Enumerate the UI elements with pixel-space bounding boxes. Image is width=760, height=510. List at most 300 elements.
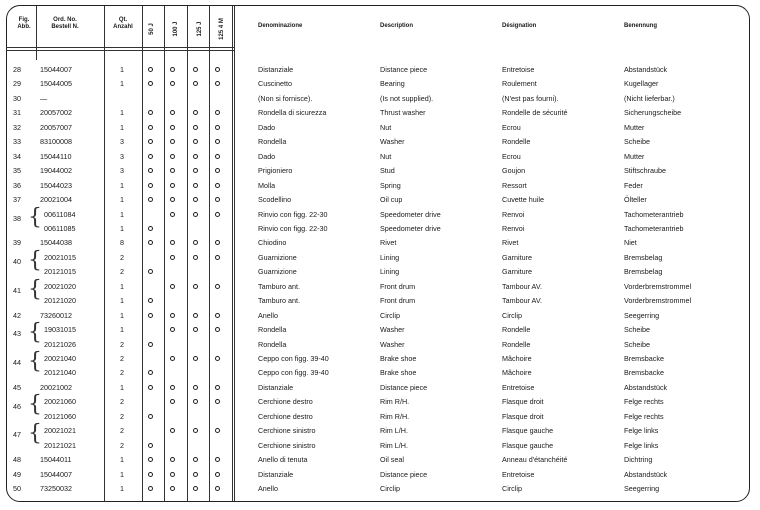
part-designation: Flasque gauche (502, 440, 554, 450)
part-benennung: Vorderbremstrommel (624, 296, 692, 306)
fig-number: 48 (13, 455, 21, 465)
model-applicability-mark (148, 342, 153, 347)
order-number: 20121060 (44, 411, 76, 421)
model-applicability-mark (148, 154, 153, 159)
part-benennung: Bremsbacke (624, 368, 664, 378)
part-description: Circlip (380, 484, 400, 494)
order-number: 83100008 (40, 137, 72, 147)
part-denominazione: Anello (258, 310, 278, 320)
order-number: 19044002 (40, 166, 72, 176)
part-description: Rim L/H. (380, 426, 408, 436)
part-benennung: Felge links (624, 440, 659, 450)
model-applicability-mark (148, 168, 153, 173)
part-benennung: Tachometerantrieb (624, 223, 684, 233)
part-denominazione: Distanziale (258, 65, 294, 74)
model-applicability-mark (148, 486, 153, 491)
part-benennung: (Nicht lieferbar.) (624, 93, 675, 103)
model-applicability-mark (215, 457, 220, 462)
header-denominazione: Denominazione (258, 23, 303, 29)
part-designation: Tambour AV. (502, 281, 542, 291)
quantity: 2 (120, 426, 124, 436)
order-number: 20021060 (44, 397, 76, 407)
model-applicability-mark (148, 226, 153, 231)
part-description: Front drum (380, 296, 416, 306)
model-applicability-mark (170, 212, 175, 217)
part-benennung: Feder (624, 180, 643, 190)
order-number: 20021020 (44, 281, 76, 291)
order-number: 20121026 (44, 339, 76, 349)
part-description: Washer (380, 339, 405, 349)
header-qt-line2: Anzahl (113, 24, 133, 30)
quantity: 1 (120, 455, 124, 465)
part-denominazione: Guarnizione (258, 267, 297, 277)
fig-number: 42 (13, 310, 21, 320)
model-applicability-mark (215, 81, 220, 86)
model-applicability-mark (193, 399, 198, 404)
model-applicability-mark (193, 385, 198, 390)
quantity: 1 (120, 281, 124, 291)
header-designation: Désignation (502, 23, 537, 29)
model-applicability-mark (148, 298, 153, 303)
part-description: Rim R/H. (380, 411, 410, 421)
fig-number: 46 (13, 401, 21, 411)
model-applicability-mark (215, 255, 220, 260)
part-designation: Ecrou (502, 122, 521, 132)
fig-number: 35 (13, 166, 21, 176)
header-model-100j: 100 J (173, 21, 179, 37)
order-number: 20021015 (44, 252, 76, 262)
part-benennung: Mutter (624, 151, 645, 161)
model-applicability-mark (215, 399, 220, 404)
part-denominazione: Rinvio con figg. 22-30 (258, 209, 328, 219)
group-brace: { (28, 320, 42, 346)
fig-number: 37 (13, 195, 21, 205)
part-denominazione: Cerchione sinistro (258, 426, 316, 436)
model-applicability-mark (170, 385, 175, 390)
model-applicability-mark (193, 255, 198, 260)
part-description: Washer (380, 325, 405, 335)
quantity: 3 (120, 151, 124, 161)
part-benennung: Felge links (624, 426, 659, 436)
quantity: 3 (120, 137, 124, 147)
model-applicability-mark (170, 139, 175, 144)
fig-number: 29 (13, 79, 21, 89)
model-applicability-mark (215, 327, 220, 332)
part-denominazione: Cerchione destro (258, 397, 313, 407)
header-ord-line2: Bestell N. (51, 24, 79, 30)
part-designation: Mâchoire (502, 368, 532, 378)
header-benennung: Benennung (624, 23, 657, 29)
header-ord-line1: Ord. No. (53, 17, 77, 23)
model-applicability-mark (148, 457, 153, 462)
part-benennung: Tachometerantrieb (624, 209, 684, 219)
model-applicability-mark (170, 399, 175, 404)
quantity: 2 (120, 267, 124, 277)
part-denominazione: Cuscinetto (258, 79, 292, 89)
part-description: Bearing (380, 79, 405, 89)
order-number: 15044023 (40, 180, 72, 190)
quantity: 1 (120, 209, 124, 219)
part-description: Speedometer drive (380, 223, 441, 233)
group-brace: { (28, 392, 42, 418)
model-applicability-mark (148, 67, 153, 72)
quantity: 2 (120, 397, 124, 407)
group-brace: { (28, 276, 42, 302)
model-applicability-mark (193, 327, 198, 332)
part-benennung: Vorderbremstrommel (624, 281, 692, 291)
part-description: Lining (380, 252, 400, 262)
quantity: 1 (120, 79, 124, 89)
header-fig-line1: Fig. (18, 17, 30, 23)
part-denominazione: Distanziale (258, 382, 294, 392)
model-applicability-mark (148, 269, 153, 274)
order-number: 20121040 (44, 368, 76, 378)
quantity: 1 (120, 65, 124, 74)
part-description: Distance piece (380, 382, 428, 392)
part-denominazione: Ceppo con figg. 39-40 (258, 354, 329, 363)
model-applicability-mark (215, 212, 220, 217)
model-applicability-mark (215, 197, 220, 202)
order-number: 15044007 (40, 65, 72, 74)
order-number: — (40, 93, 48, 103)
order-number: 20057007 (40, 122, 72, 132)
part-description: Front drum (380, 281, 416, 291)
quantity: 1 (120, 382, 124, 392)
part-designation: Rondelle (502, 325, 531, 335)
order-number: 19031015 (44, 325, 76, 335)
header-qt-line1: Qt. (118, 17, 128, 23)
quantity: 1 (120, 223, 124, 233)
model-applicability-mark (193, 284, 198, 289)
model-applicability-mark (193, 212, 198, 217)
model-applicability-mark (148, 472, 153, 477)
part-denominazione: Dado (258, 151, 276, 161)
fig-number: 44 (13, 358, 21, 368)
part-denominazione: Guarnizione (258, 252, 297, 262)
part-designation: Rondelle de sécurité (502, 108, 568, 118)
part-designation: Circlip (502, 484, 522, 494)
quantity: 1 (120, 469, 124, 479)
quantity: 1 (120, 325, 124, 335)
part-benennung: Abstandstück (624, 382, 668, 392)
part-description: Rim L/H. (380, 440, 408, 450)
part-description: Brake shoe (380, 368, 417, 378)
header-model-50j: 50 J (149, 23, 155, 35)
part-denominazione: (Non si fornisce). (258, 93, 313, 103)
part-denominazione: Chiodino (258, 238, 287, 248)
fig-number: 36 (13, 180, 21, 190)
quantity: 2 (120, 368, 124, 378)
part-benennung: Scheibe (624, 137, 650, 147)
part-benennung: Felge rechts (624, 397, 664, 407)
model-applicability-mark (193, 356, 198, 361)
model-applicability-mark (170, 428, 175, 433)
fig-number: 30 (13, 93, 21, 103)
model-applicability-mark (193, 183, 198, 188)
model-applicability-mark (170, 168, 175, 173)
part-benennung: Bremsbelag (624, 267, 663, 277)
fig-number: 39 (13, 238, 21, 248)
model-applicability-mark (148, 240, 153, 245)
model-applicability-mark (170, 125, 175, 130)
model-applicability-mark (170, 67, 175, 72)
part-denominazione: Scodellino (258, 195, 292, 205)
fig-number: 40 (13, 257, 21, 267)
model-applicability-mark (170, 327, 175, 332)
model-applicability-mark (148, 81, 153, 86)
part-designation: Roulement (502, 79, 537, 89)
fig-number: 34 (13, 151, 21, 161)
order-number: 15044005 (40, 79, 72, 89)
model-applicability-mark (170, 154, 175, 159)
part-designation: Entretoise (502, 382, 535, 392)
group-brace: { (28, 247, 42, 273)
fig-number: 50 (13, 484, 21, 494)
part-designation: Cuvette huile (502, 195, 544, 205)
quantity: 1 (120, 484, 124, 494)
part-benennung: Kugellager (624, 79, 659, 89)
model-applicability-mark (170, 81, 175, 86)
part-denominazione: Distanziale (258, 469, 294, 479)
part-description: Rivet (380, 238, 397, 248)
part-benennung: Bremsbacke (624, 354, 664, 363)
part-description: (Is not supplied). (380, 93, 434, 103)
model-applicability-mark (148, 110, 153, 115)
part-benennung: Ölteller (624, 195, 647, 205)
part-denominazione: Anello di tenuta (258, 455, 308, 465)
header-description: Description (380, 23, 414, 29)
part-description: Oil seal (380, 455, 404, 465)
part-benennung: Scheibe (624, 339, 650, 349)
model-applicability-mark (215, 240, 220, 245)
part-designation: Garniture (502, 267, 532, 277)
part-designation: Anneau d'étanchéité (502, 455, 568, 465)
part-benennung: Sicherungscheibe (624, 108, 682, 118)
model-applicability-mark (170, 356, 175, 361)
part-benennung: Mutter (624, 122, 645, 132)
quantity: 2 (120, 354, 124, 363)
model-applicability-mark (148, 370, 153, 375)
part-designation: Renvoi (502, 209, 525, 219)
model-applicability-mark (148, 125, 153, 130)
order-number: 73260012 (40, 310, 72, 320)
part-description: Nut (380, 151, 392, 161)
part-description: Brake shoe (380, 354, 417, 363)
model-applicability-mark (170, 240, 175, 245)
model-applicability-mark (193, 457, 198, 462)
part-description: Oil cup (380, 195, 403, 205)
order-number: 00611085 (44, 223, 76, 233)
order-number: 20121015 (44, 267, 76, 277)
quantity: 1 (120, 310, 124, 320)
part-benennung: Felge rechts (624, 411, 664, 421)
part-designation: Goujon (502, 166, 526, 176)
model-applicability-mark (193, 428, 198, 433)
order-number: 20021021 (44, 426, 76, 436)
quantity: 2 (120, 252, 124, 262)
part-designation: Garniture (502, 252, 532, 262)
model-applicability-mark (193, 472, 198, 477)
model-applicability-mark (148, 183, 153, 188)
quantity: 2 (120, 411, 124, 421)
part-description: Distance piece (380, 469, 428, 479)
part-designation: (N'est pas fourni). (502, 93, 559, 103)
model-applicability-mark (193, 110, 198, 115)
part-designation: Entretoise (502, 65, 535, 74)
order-number: 20121021 (44, 440, 76, 450)
part-designation: Flasque gauche (502, 426, 554, 436)
quantity: 1 (120, 195, 124, 205)
model-applicability-mark (148, 443, 153, 448)
model-applicability-mark (170, 183, 175, 188)
part-designation: Flasque droit (502, 411, 544, 421)
order-number: 15044038 (40, 238, 72, 248)
fig-number: 31 (13, 108, 21, 118)
model-applicability-mark (193, 486, 198, 491)
header-fig-line2: Abb. (17, 24, 31, 30)
model-applicability-mark (193, 197, 198, 202)
fig-number: 33 (13, 137, 21, 147)
part-description: Distance piece (380, 65, 428, 74)
order-number: 20121020 (44, 296, 76, 306)
model-applicability-mark (148, 313, 153, 318)
fig-number: 41 (13, 285, 21, 295)
model-applicability-mark (170, 255, 175, 260)
quantity: 2 (120, 339, 124, 349)
model-applicability-mark (215, 168, 220, 173)
part-designation: Renvoi (502, 223, 525, 233)
fig-number: 45 (13, 382, 21, 392)
part-benennung: Abstandstück (624, 65, 668, 74)
quantity: 2 (120, 440, 124, 450)
part-description: Lining (380, 267, 400, 277)
model-applicability-mark (193, 67, 198, 72)
order-number: 00611084 (44, 209, 76, 219)
model-applicability-mark (215, 183, 220, 188)
model-applicability-mark (170, 313, 175, 318)
fig-number: 43 (13, 329, 21, 339)
part-designation: Rondelle (502, 137, 531, 147)
fig-number: 38 (13, 213, 21, 223)
part-designation: Mâchoire (502, 354, 532, 363)
model-applicability-mark (193, 168, 198, 173)
fig-number: 47 (13, 430, 21, 440)
part-denominazione: Rondella di sicurezza (258, 108, 327, 118)
part-denominazione: Cerchione destro (258, 411, 313, 421)
order-number: 15044011 (40, 455, 72, 465)
part-benennung: Bremsbelag (624, 252, 663, 262)
part-description: Speedometer drive (380, 209, 441, 219)
model-applicability-mark (170, 197, 175, 202)
order-number: 73250032 (40, 484, 72, 494)
part-denominazione: Anello (258, 484, 278, 494)
part-description: Washer (380, 137, 405, 147)
part-designation: Rivet (502, 238, 519, 248)
part-denominazione: Rondella (258, 339, 287, 349)
model-applicability-mark (215, 472, 220, 477)
fig-number: 32 (13, 122, 21, 132)
model-applicability-mark (170, 110, 175, 115)
model-applicability-mark (215, 486, 220, 491)
part-designation: Tambour AV. (502, 296, 542, 306)
fig-number: 28 (13, 65, 21, 74)
part-description: Stud (380, 166, 395, 176)
part-designation: Entretoise (502, 469, 535, 479)
model-applicability-mark (215, 154, 220, 159)
part-designation: Flasque droit (502, 397, 544, 407)
model-applicability-mark (193, 313, 198, 318)
model-applicability-mark (215, 125, 220, 130)
part-designation: Rondelle (502, 339, 531, 349)
part-benennung: Seegerring (624, 484, 660, 494)
model-applicability-mark (193, 240, 198, 245)
order-number: 15044110 (40, 151, 72, 161)
part-denominazione: Rinvio con figg. 22-30 (258, 223, 328, 233)
header-model-125j: 125 J (197, 21, 203, 37)
model-applicability-mark (215, 356, 220, 361)
order-number: 20021004 (40, 195, 72, 205)
header-model-125-4m: 125 4 M (219, 18, 225, 40)
part-denominazione: Tamburo ant. (258, 296, 300, 306)
model-applicability-mark (170, 457, 175, 462)
part-designation: Ressort (502, 180, 527, 190)
part-benennung: Abstandstück (624, 469, 668, 479)
part-denominazione: Ceppo con figg. 39-40 (258, 368, 329, 378)
order-number: 15044007 (40, 469, 72, 479)
order-number: 20021002 (40, 382, 72, 392)
part-description: Rim R/H. (380, 397, 410, 407)
part-designation: Ecrou (502, 151, 521, 161)
model-applicability-mark (193, 139, 198, 144)
part-description: Circlip (380, 310, 400, 320)
quantity: 8 (120, 238, 124, 248)
model-applicability-mark (215, 284, 220, 289)
model-applicability-mark (215, 139, 220, 144)
group-brace: { (28, 421, 42, 447)
group-brace: { (28, 204, 42, 230)
part-denominazione: Prigioniero (258, 166, 293, 176)
quantity: 1 (120, 108, 124, 118)
quantity: 1 (120, 296, 124, 306)
order-number: 20057002 (40, 108, 72, 118)
part-benennung: Niet (624, 238, 637, 248)
part-denominazione: Tamburo ant. (258, 281, 300, 291)
part-denominazione: Molla (258, 180, 276, 190)
model-applicability-mark (170, 472, 175, 477)
part-benennung: Scheibe (624, 325, 650, 335)
fig-number: 49 (13, 469, 21, 479)
part-denominazione: Rondella (258, 137, 287, 147)
order-number: 20021040 (44, 354, 76, 363)
model-applicability-mark (193, 81, 198, 86)
part-description: Nut (380, 122, 392, 132)
model-applicability-mark (215, 67, 220, 72)
part-denominazione: Dado (258, 122, 276, 132)
model-applicability-mark (215, 313, 220, 318)
model-applicability-mark (148, 197, 153, 202)
model-applicability-mark (170, 486, 175, 491)
part-benennung: Seegerring (624, 310, 660, 320)
part-description: Spring (380, 180, 401, 190)
part-designation: Circlip (502, 310, 522, 320)
part-benennung: Dichtring (624, 455, 653, 465)
model-applicability-mark (215, 110, 220, 115)
model-applicability-mark (215, 385, 220, 390)
part-description: Thrust washer (380, 108, 426, 118)
model-applicability-mark (148, 385, 153, 390)
part-benennung: Stiftschraube (624, 166, 666, 176)
group-brace: { (28, 349, 42, 374)
